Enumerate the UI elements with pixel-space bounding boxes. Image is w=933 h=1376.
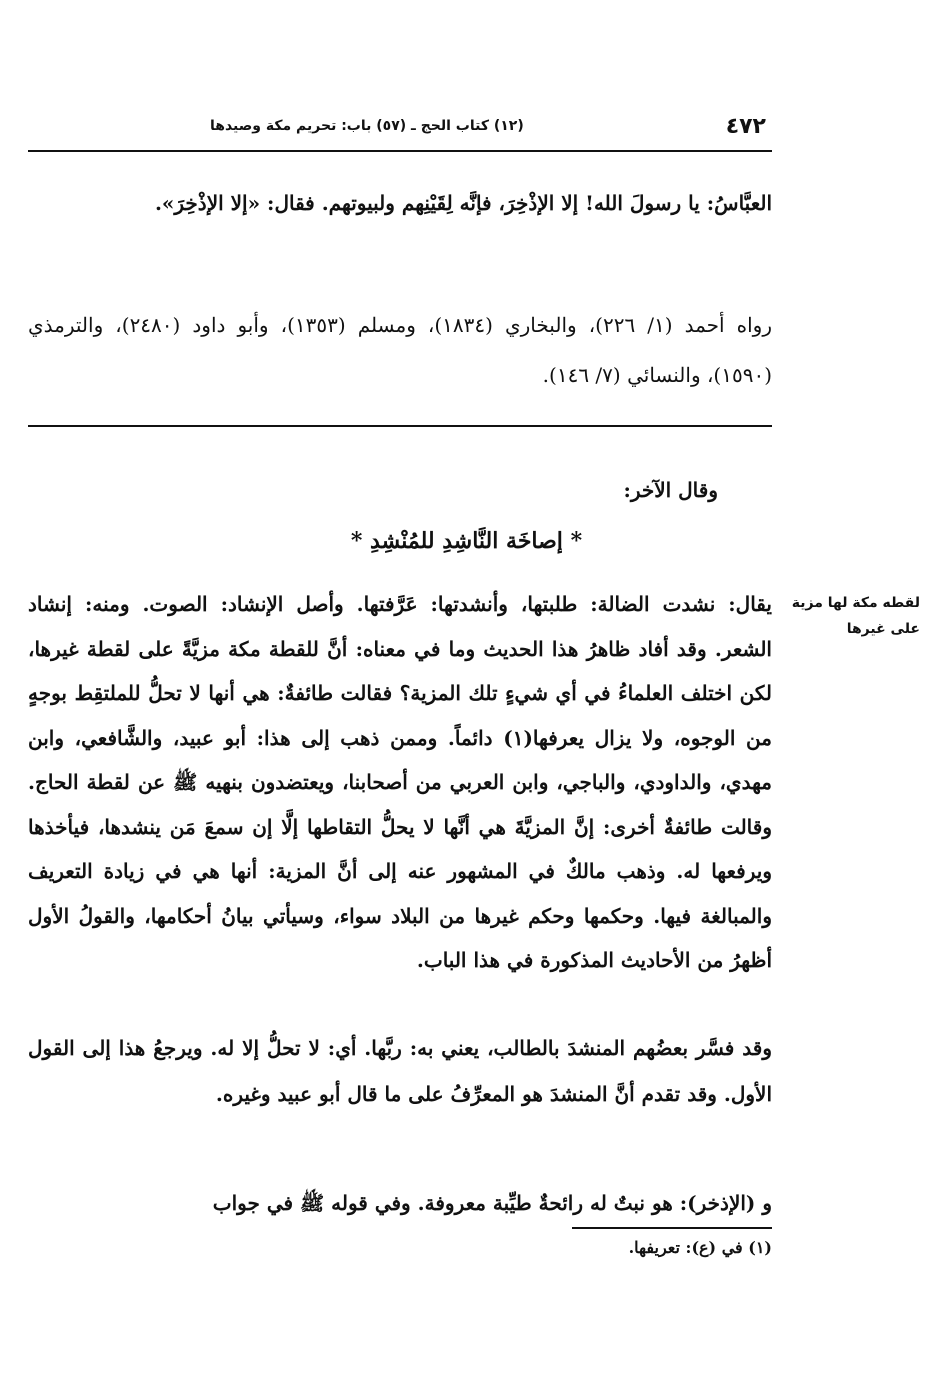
- footnote-divider: [572, 1227, 772, 1229]
- running-title: (١٢) كتاب الحج ـ (٥٧) باب: تحريم مكة وصيدها: [210, 118, 524, 134]
- page-header: [28, 114, 772, 152]
- commentary-paragraph-3: و (الإذخر): هو نبتٌ له رائحةٌ طيِّبة معروفة. وفي قوله ﷺ في جواب: [212, 1191, 772, 1215]
- margin-note: لقطه مكة لها مزية على غيرها: [791, 595, 920, 637]
- section-divider: [28, 425, 772, 427]
- hadith-text: العبَّاسُ: يا رسولَ الله! إلا الإذْخِرَ، فإنَّه لِقَيْنِهم ولبيوتهم. فقال: «إلا الإذْخِرَ».: [154, 191, 772, 215]
- footnote: (١) في (ع): تعريفها.: [628, 1238, 772, 1257]
- section-heading: * إصاخَة النَّاشِدِ للمُنْشِدِ *: [350, 528, 583, 554]
- poem-intro: وقال الآخر:: [623, 478, 718, 502]
- hadith-citation: رواه أحمد (١/ ٢٢٦)، والبخاري (١٨٣٤)، ومسلم (١٣٥٣)، وأبو داود (٢٤٨٠)، والترمذي (١٥٩٠)، والنسائي (٧/ ١٤٦).: [28, 313, 772, 387]
- page-number: ٤٧٢: [725, 114, 766, 139]
- commentary-paragraph-2: وقد فسَّر بعضُهم المنشدَ بالطالب، يعني به: ربَّها. أي: لا تحلُّ إلا له. ويرجعُ هذا إلى القول الأول. وقد تقدم أنَّ المنشدَ هو المعرِّفُ على ما قال أبو عبيد وغيره.: [28, 1036, 772, 1106]
- commentary-paragraph-1: يقال: نشدت الضالة: طلبتها، وأنشدتها: عَرَّفتها. وأصل الإنشاد: الصوت. ومنه: إنشاد الشعر. وقد أفاد ظاهرُ هذا الحديث وما في معناه: أنَّ للقطة مكة مزيَّةً على لقطة غيرها، لكن اختلف العلماءُ في أي شيءٍ تلك المزية؟ فقالت طائفةٌ: هي أنها لا تحلُّ للملتقِط بوجهٍ من الوجوه، ولا يزال يعرفها(١) دائماً. وممن ذهب إلى هذا: أبو عبيد، والشَّافعي، وابن مهدي، والداودي، والباجي، وابن العربي من أصحابنا، ويعتضدون بنهيه ﷺ عن لقطة الحاج. وقالت طائفةٌ أخرى: إنَّ المزيَّةَ هي أنَّها لا يحلُّ التقاطها إلَّا إن سمعَ مَن ينشدها، فيأخذها ويرفعها له. وذهب مالكٌ في المشهور عنه إلى أنَّ المزية: أنها هي في زيادة التعريف والمبالغة فيها. وحكمها وحكم غيرها من البلاد سواء، وسيأتي بيانُ أحكامها، والقولُ الأول أظهرُ من الأحاديث المذكورة في هذا الباب.: [28, 592, 772, 972]
